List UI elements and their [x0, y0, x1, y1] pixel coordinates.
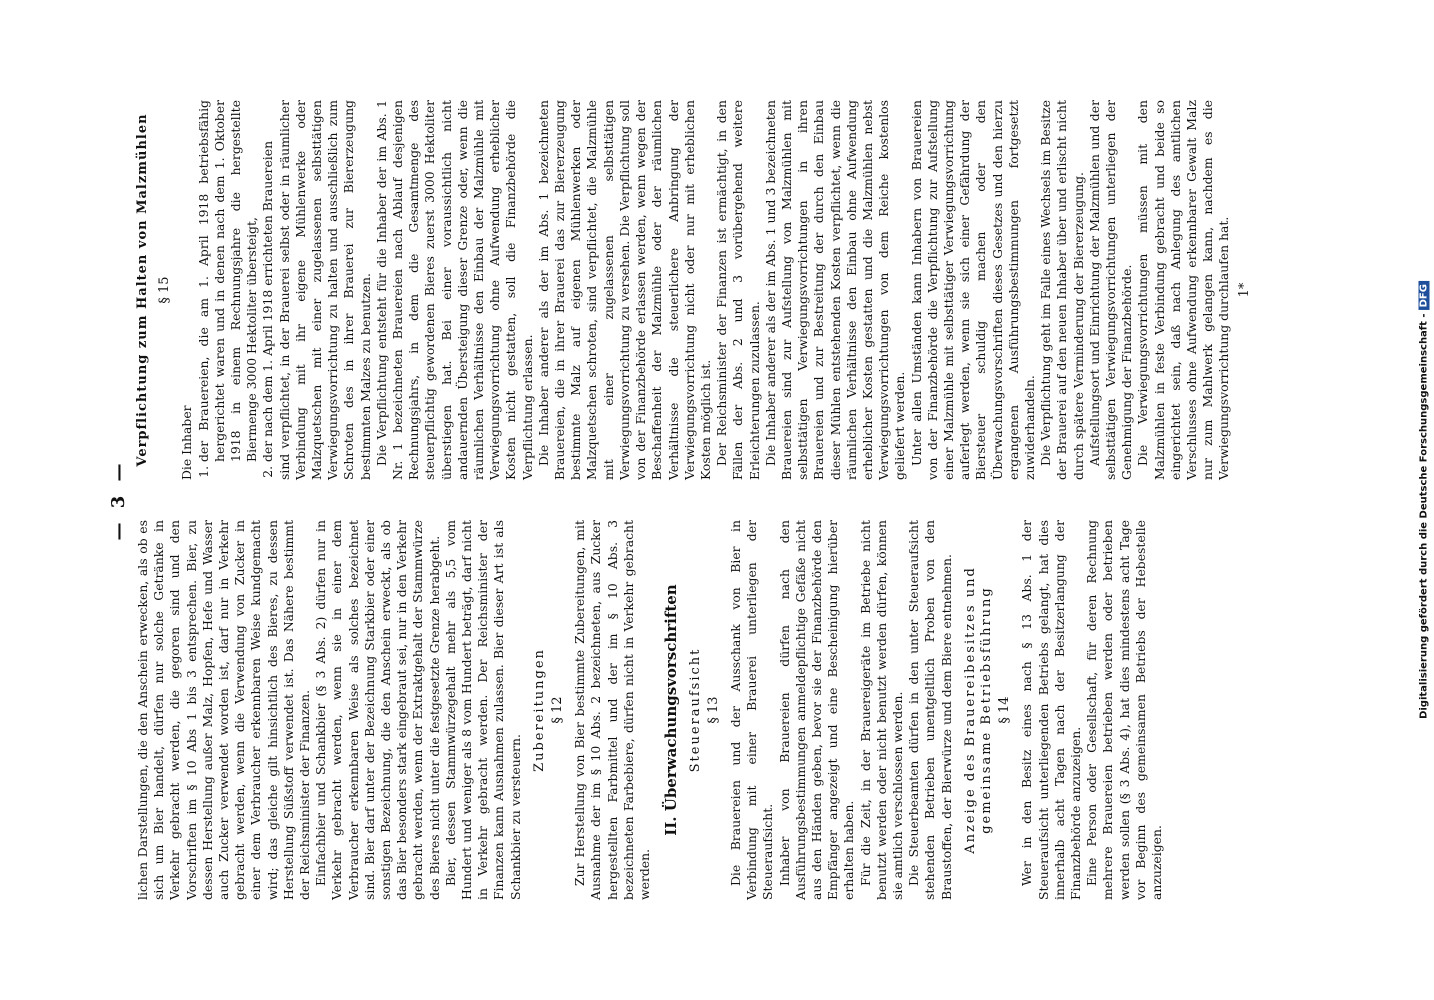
paragraph: Die Brauereien und der Ausschank von Bier in Verbindung mit einer Brauerei unterliegen der Steueraufsicht. [727, 520, 776, 900]
page-number: — 3 — [108, 459, 129, 541]
list-item: 1. der Brauereien, die am 1. April 1918 betriebsfähig hergerichtet waren und in denen nach dem 1. Oktober 1918 in einem Rechnungsjahre die hergestellte Biermenge 3000 Hektoliter übersteigt, [196, 100, 261, 462]
paragraph: Zur Herstellung von Bier bestimmte Zubereitungen, mit Ausnahme der im § 10 Abs. 2 bezeichneten, aus Zucker hergestellten Farbmittel und der im § 10 Abs. 3 bezeichneten Farbebiere, dürfen nicht in Verkehr gebracht werden. [572, 520, 653, 900]
paragraph: Inhaber von Brauereien dürfen nach den Ausführungsbestimmungen anmeldepflichtige Gefäße nicht aus den Händen geben, bevor sie der Finanzbehörde den Empfänger angezeigt und eine Bescheinigung hierüber erhalten haben. [776, 520, 857, 900]
rotated-document-page [102, 70, 1332, 930]
credit-text: Digitalisierung gefördert durch die Deutsche Forschungsgemeinschaft - [1418, 313, 1430, 719]
paragraph-number: § 15 [157, 276, 173, 304]
right-column [135, 100, 1253, 480]
paragraph: Die Inhaber [179, 405, 195, 480]
paragraph: lichen Darstellungen, die den Anschein erwecken, als ob es sich um Bier handelt, dürfen nur solche Getränke in Verkehr gebracht werden, die gegoren sind und den Vorschriften im § 10 Abs 1 bis 3 entsprechen. Bier, zu dessen Herstellung außer Malz, Hopfen, Hefe und Wasser auch Zucker verwendet worden ist, darf nur in Verkehr gebracht werden, wenn die Verwendung von Zucker in einer dem Verbraucher erkennbaren Weise kundgemacht wird; das gleiche gilt hinsichtlich des Bieres, zu dessen Herstellung Süßstoff verwendet ist. Das Nähere bestimmt der Reichsminister der Finanzen. [135, 520, 313, 900]
section-heading: Anzeige des Brauereibesitzes und gemeinsame Betriebsführung [962, 566, 994, 854]
list-item: 2. der nach dem 1. April 1918 errichteten Brauereien [260, 100, 276, 462]
numbered-list [196, 100, 277, 480]
dfg-logo: DFG [1419, 281, 1430, 310]
paragraph-number: § 14 [997, 696, 1013, 724]
paragraph: sind verpflichtet, in der Brauerei selbst oder in räumlicher Verbindung mit ihr eigene Mühlenwerke oder Malzquetschen mit einer zugelassenen selbsttätigen Verwiegungsvorrichtung zu halten und ausschließlich zum Schroten des in ihrer Brauerei zur Biererzeugung bestimmten Malzes zu benutzen. [276, 100, 373, 480]
paragraph: Bier, dessen Stammwürzegehalt mehr als 5,5 vom Hundert und weniger als 8 vom Hundert beträgt, darf nicht in Verkehr gebracht werden. Der Reichsminister der Finanzen kann Ausnahmen zulassen. Bier dieser Art ist als Schankbier zu versteuern. [442, 520, 523, 900]
paragraph: Der Reichsminister der Finanzen ist ermächtigt, in den Fällen der Abs. 2 und 3 vorübergehend weitere Erleichterungen zuzulassen. [714, 100, 762, 480]
section-heading: Verpflichtung zum Halten von Malzmühlen [135, 113, 150, 467]
paragraph: Die Verpflichtung geht im Falle eines Wechsels im Besitze der Brauerei auf den neuen Inhaber über und erlischt nicht durch spätere Verminderung der Biererzeugung. [1038, 100, 1086, 480]
paragraph: Eine Person oder Gesellschaft, für deren Rechnung mehrere Brauereien betrieben werden oder betrieben werden sollen (§ 3 Abs. 4), hat dies mindestens acht Tage vor Beginn des gemeinsamen Betriebs der Hebestelle anzuzeigen. [1084, 520, 1164, 900]
paragraph: Die Verwiegungsvorrichtungen müssen mit den Malzmühlen in feste Verbindung gebracht und beide so eingerichtet sein, daß nach Anlegung des amtlichen Verschlusses ohne Aufwendung erkennbarer Gewalt Malz nur zum Mahlwerk gelangen kann, nachdem es die Verwiegungsvorrichtung durchlaufen hat. [1135, 100, 1232, 480]
section-heading: Zubereitungen [531, 648, 547, 772]
paragraph: Wer in den Besitz eines nach § 13 Abs. 1 der Steueraufsicht unterliegenden Betriebs gelangt, hat dies innerhalb acht Tagen nach der Besitzerlangung der Finanzbehörde anzuzeigen. [1019, 520, 1083, 900]
paragraph-number: § 12 [550, 696, 566, 724]
paragraph: Unter allen Umständen kann Inhabern von Brauereien von der Finanzbehörde die Verpflichtung zur Aufstellung einer Malzmühle mit selbsttätiger Verwiegungsvorrichtung auferlegt werden, wenn sie sich einer Gefährdung der Biersteuer schuldig machen oder den Überwachungsvorschriften dieses Gesetzes und den hierzu ergangenen Ausführungsbestimmungen fortgesetzt zuwiderhandeln. [908, 100, 1037, 480]
paragraph-number: § 13 [705, 696, 721, 724]
chapter-heading: II. Überwachungsvorschriften [662, 584, 681, 836]
paragraph: Die Inhaber anderer als der im Abs. 1 bezeichneten Brauereien, die in ihrer Brauerei das zur Biererzeugung bestimmte Malz auf eigenen Mühlenwerken oder Malzquetschen schroten, sind verpflichtet, die Malzmühle mit einer zugelassenen selbsttätigen Verwiegungsvorrichtung zu versehen. Die Verpflichtung soll von der Finanzbehörde erlassen werden, wenn wegen der Beschaffenheit der Malzmühle oder der räumlichen Verhältnisse die steuerlichere Anbringung der Verwiegungsvorrichtung nicht oder nur mit erheblichen Kosten möglich ist. [535, 100, 713, 480]
paragraph: Aufstellungsort und Einrichtung der Malzmühlen und der selbsttätigen Verwiegungsvorrichtungen unterliegen der Genehmigung der Finanzbehörde. [1086, 100, 1135, 480]
paragraph: Einfachbier und Schankbier (§ 3 Abs. 2) dürfen nur in Verkehr gebracht werden, wenn sie in einer dem Verbraucher erkennbaren Weise als solches bezeichnet sind. Bier darf unter der Bezeichnung Starkbier oder einer sonstigen Bezeichnung, die den Anschein erweckt, als ob das Bier besonders stark eingebraut sei, nur in den Verkehr gebracht werden, wenn der Extraktgehalt der Stammwürze des Bieres nicht unter die festgesetzte Grenze herabgeht. [313, 520, 442, 900]
paragraph: Die Inhaber anderer als der im Abs. 1 und 3 bezeichneten Brauereien sind zur Aufstellung von Malzmühlen mit selbsttätigen Verwiegungsvorrichtungen in ihren Brauereien und zur Bestreitung der durch den Einbau dieser Mühlen entstehenden Kosten verpflichtet, wenn die räumlichen Verhältnisse den Einbau ohne Aufwendung erheblicher Kosten gestatten und die Malzmühlen nebst Verwiegungsvorrichtungen von dem Reiche kostenlos geliefert werden. [762, 100, 908, 480]
section-heading: Steueraufsicht [687, 647, 703, 773]
two-column-body [135, 100, 1253, 900]
digitization-credit [1419, 281, 1430, 719]
sheet-signature: 1* [1236, 282, 1252, 298]
paragraph: Die Steuerbeamten dürfen in den unter Steueraufsicht stehenden Betrieben unentgeltlich Proben von den Braustoffen, der Bierwürze und dem Biere entnehmen. [906, 520, 954, 900]
paragraph: Für die Zeit, in der Brauereigeräte im Betriebe nicht benutzt werden oder nicht benutzt werden dürfen, können sie amtlich verschlossen werden. [857, 520, 905, 900]
left-column [135, 520, 1253, 900]
paragraph: Die Verpflichtung entsteht für die Inhaber der im Abs. 1 Nr. 1 bezeichneten Brauereien nach Ablauf desjenigen Rechnungsjahrs, in dem die Gesamtmenge des steuerpflichtig gewordenen Bieres zuerst 3000 Hektoliter überstiegen hat. Bei einer voraussichtlich nicht andauernden Übersteigung dieser Grenze oder, wenn die räumlichen Verhältnisse den Einbau der Malzmühle mit Verwiegungsvorrichtung ohne Aufwendung erheblicher Kosten nicht gestatten, soll die Finanzbehörde die Verpflichtung erlassen. [373, 100, 535, 480]
